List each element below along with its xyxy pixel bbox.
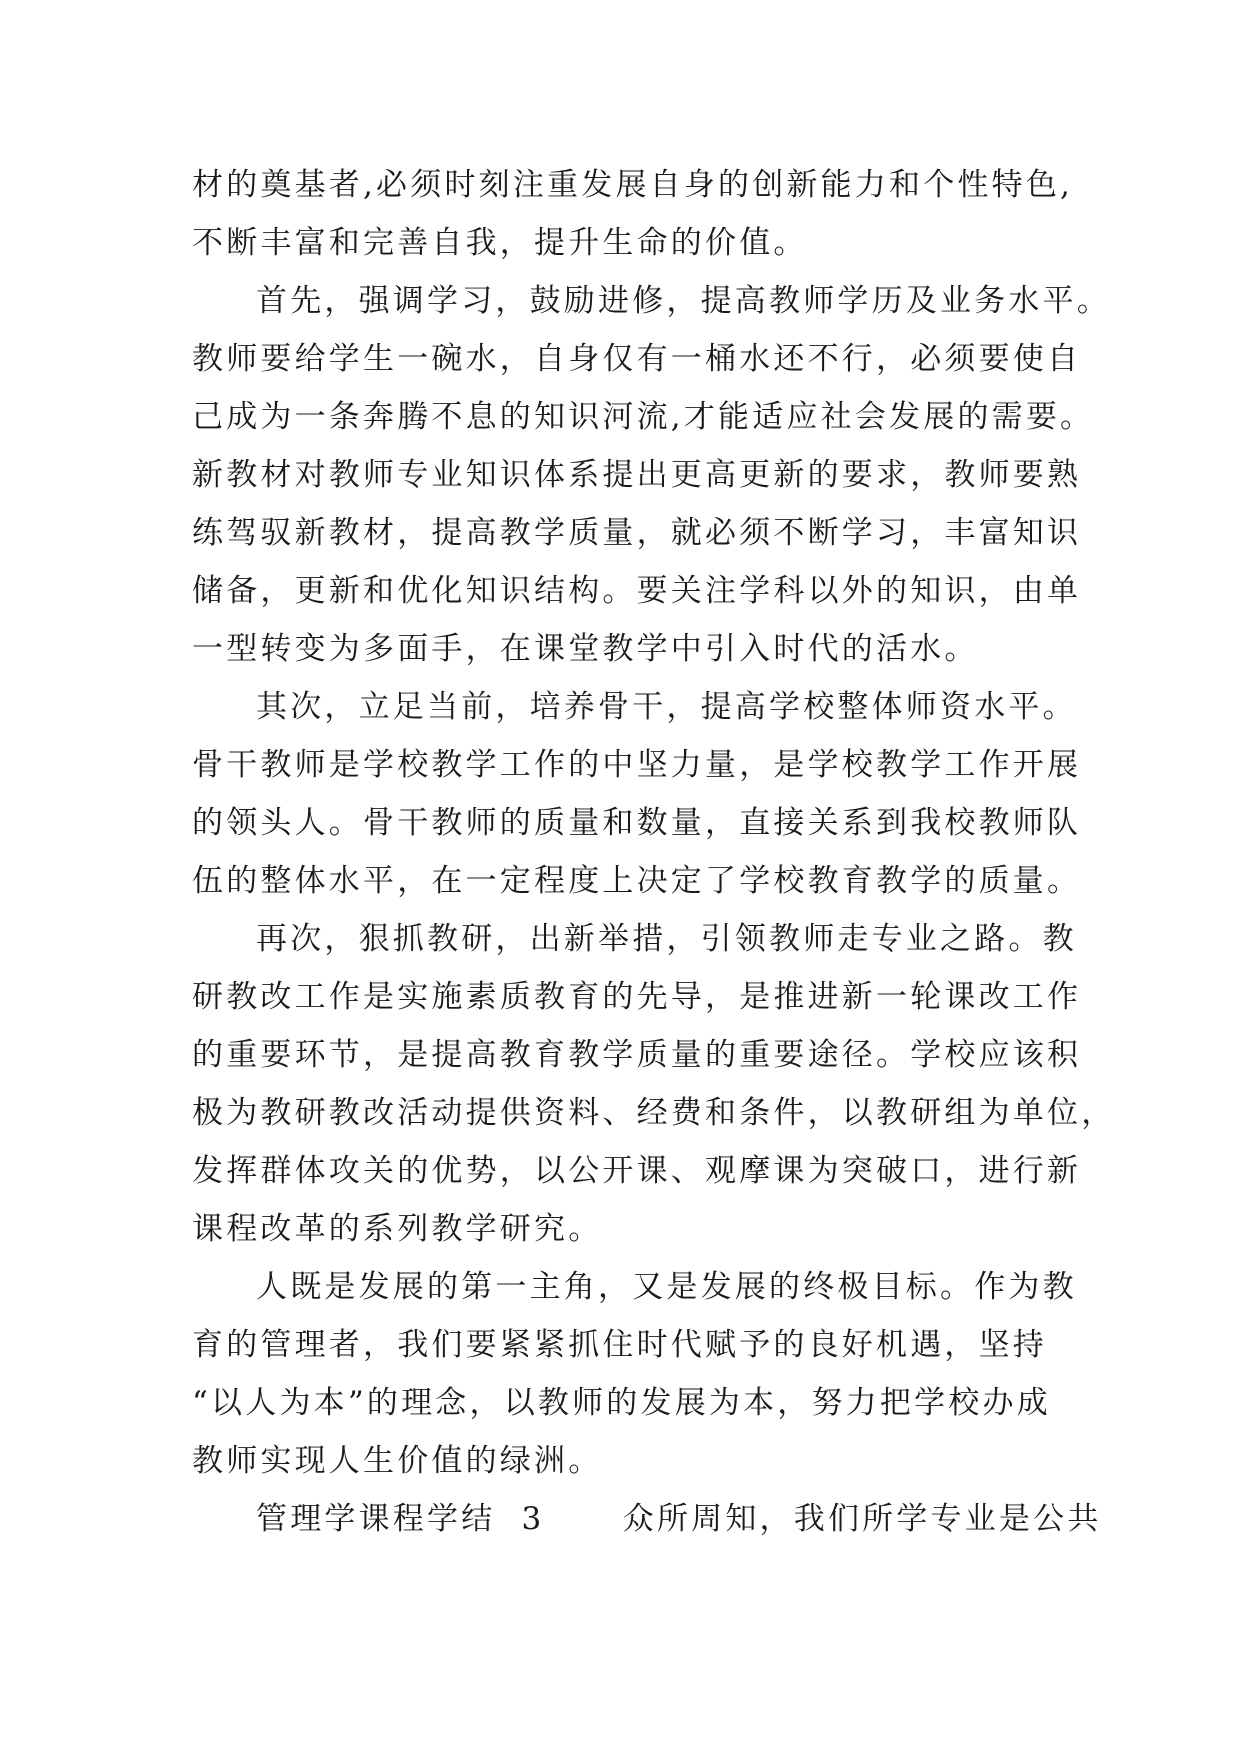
- text-line: 教师实现人生价值的绿洲。: [192, 1443, 603, 1479]
- text-line: 伍的整体水平，在一定程度上决定了学校教育教学的质量。: [192, 863, 1082, 899]
- text-line: 储备，更新和优化知识结构。要关注学科以外的知识，由单: [192, 573, 1082, 609]
- text-line: 己成为一条奔腾不息的知识河流,才能适应社会发展的需要。: [192, 399, 1095, 435]
- text-line: 材的奠基者,必须时刻注重发展自身的创新能力和个性特色,: [192, 167, 1074, 203]
- text-line: “以人为本”的理念，以教师的发展为本，努力把学校办成: [192, 1385, 1051, 1421]
- text-line: 练驾驭新教材，提高教学质量，就必须不断学习，丰富知识: [192, 515, 1082, 551]
- text-line: 极为教研教改活动提供资料、经费和条件，以教研组为单位，: [192, 1095, 1116, 1131]
- text-line: 课程改革的系列教学研究。: [192, 1211, 603, 1247]
- text-line: 新教材对教师专业知识体系提出更高更新的要求，教师要熟: [192, 457, 1082, 493]
- paragraph-start-line: 首先，强调学习，鼓励进修，提高教师学历及业务水平。: [256, 283, 1111, 319]
- text-line: 发挥群体攻关的优势，以公开课、观摩课为突破口，进行新: [192, 1153, 1082, 1189]
- text-line: 的领头人。骨干教师的质量和数量，直接关系到我校教师队: [192, 805, 1082, 841]
- paragraph-start-line: 其次，立足当前，培养骨干，提高学校整体师资水平。: [256, 689, 1077, 725]
- text-line: 一型转变为多面手，在课堂教学中引入时代的活水。: [192, 631, 979, 667]
- text-line: 研教改工作是实施素质教育的先导，是推进新一轮课改工作: [192, 979, 1082, 1015]
- paragraph-start-line: 人既是发展的第一主角，又是发展的终极目标。作为教: [256, 1269, 1077, 1305]
- text-line: 骨干教师是学校教学工作的中坚力量，是学校教学工作开展: [192, 747, 1082, 783]
- text-line: 教师要给学生一碗水，自身仅有一桶水还不行，必须要使自: [192, 341, 1082, 377]
- text-line: 育的管理者，我们要紧紧抓住时代赋予的良好机遇，坚持: [192, 1327, 1047, 1363]
- paragraph-start-line: 再次，狠抓教研，出新举措，引领教师走专业之路。教: [256, 921, 1077, 957]
- text-line: 的重要环节，是提高教育教学质量的重要途径。学校应该积: [192, 1037, 1082, 1073]
- text-line: 不断丰富和完善自我，提升生命的价值。: [192, 225, 808, 261]
- section-heading-line: 管理学课程学结 3 众所周知，我们所学专业是公共: [256, 1501, 1102, 1537]
